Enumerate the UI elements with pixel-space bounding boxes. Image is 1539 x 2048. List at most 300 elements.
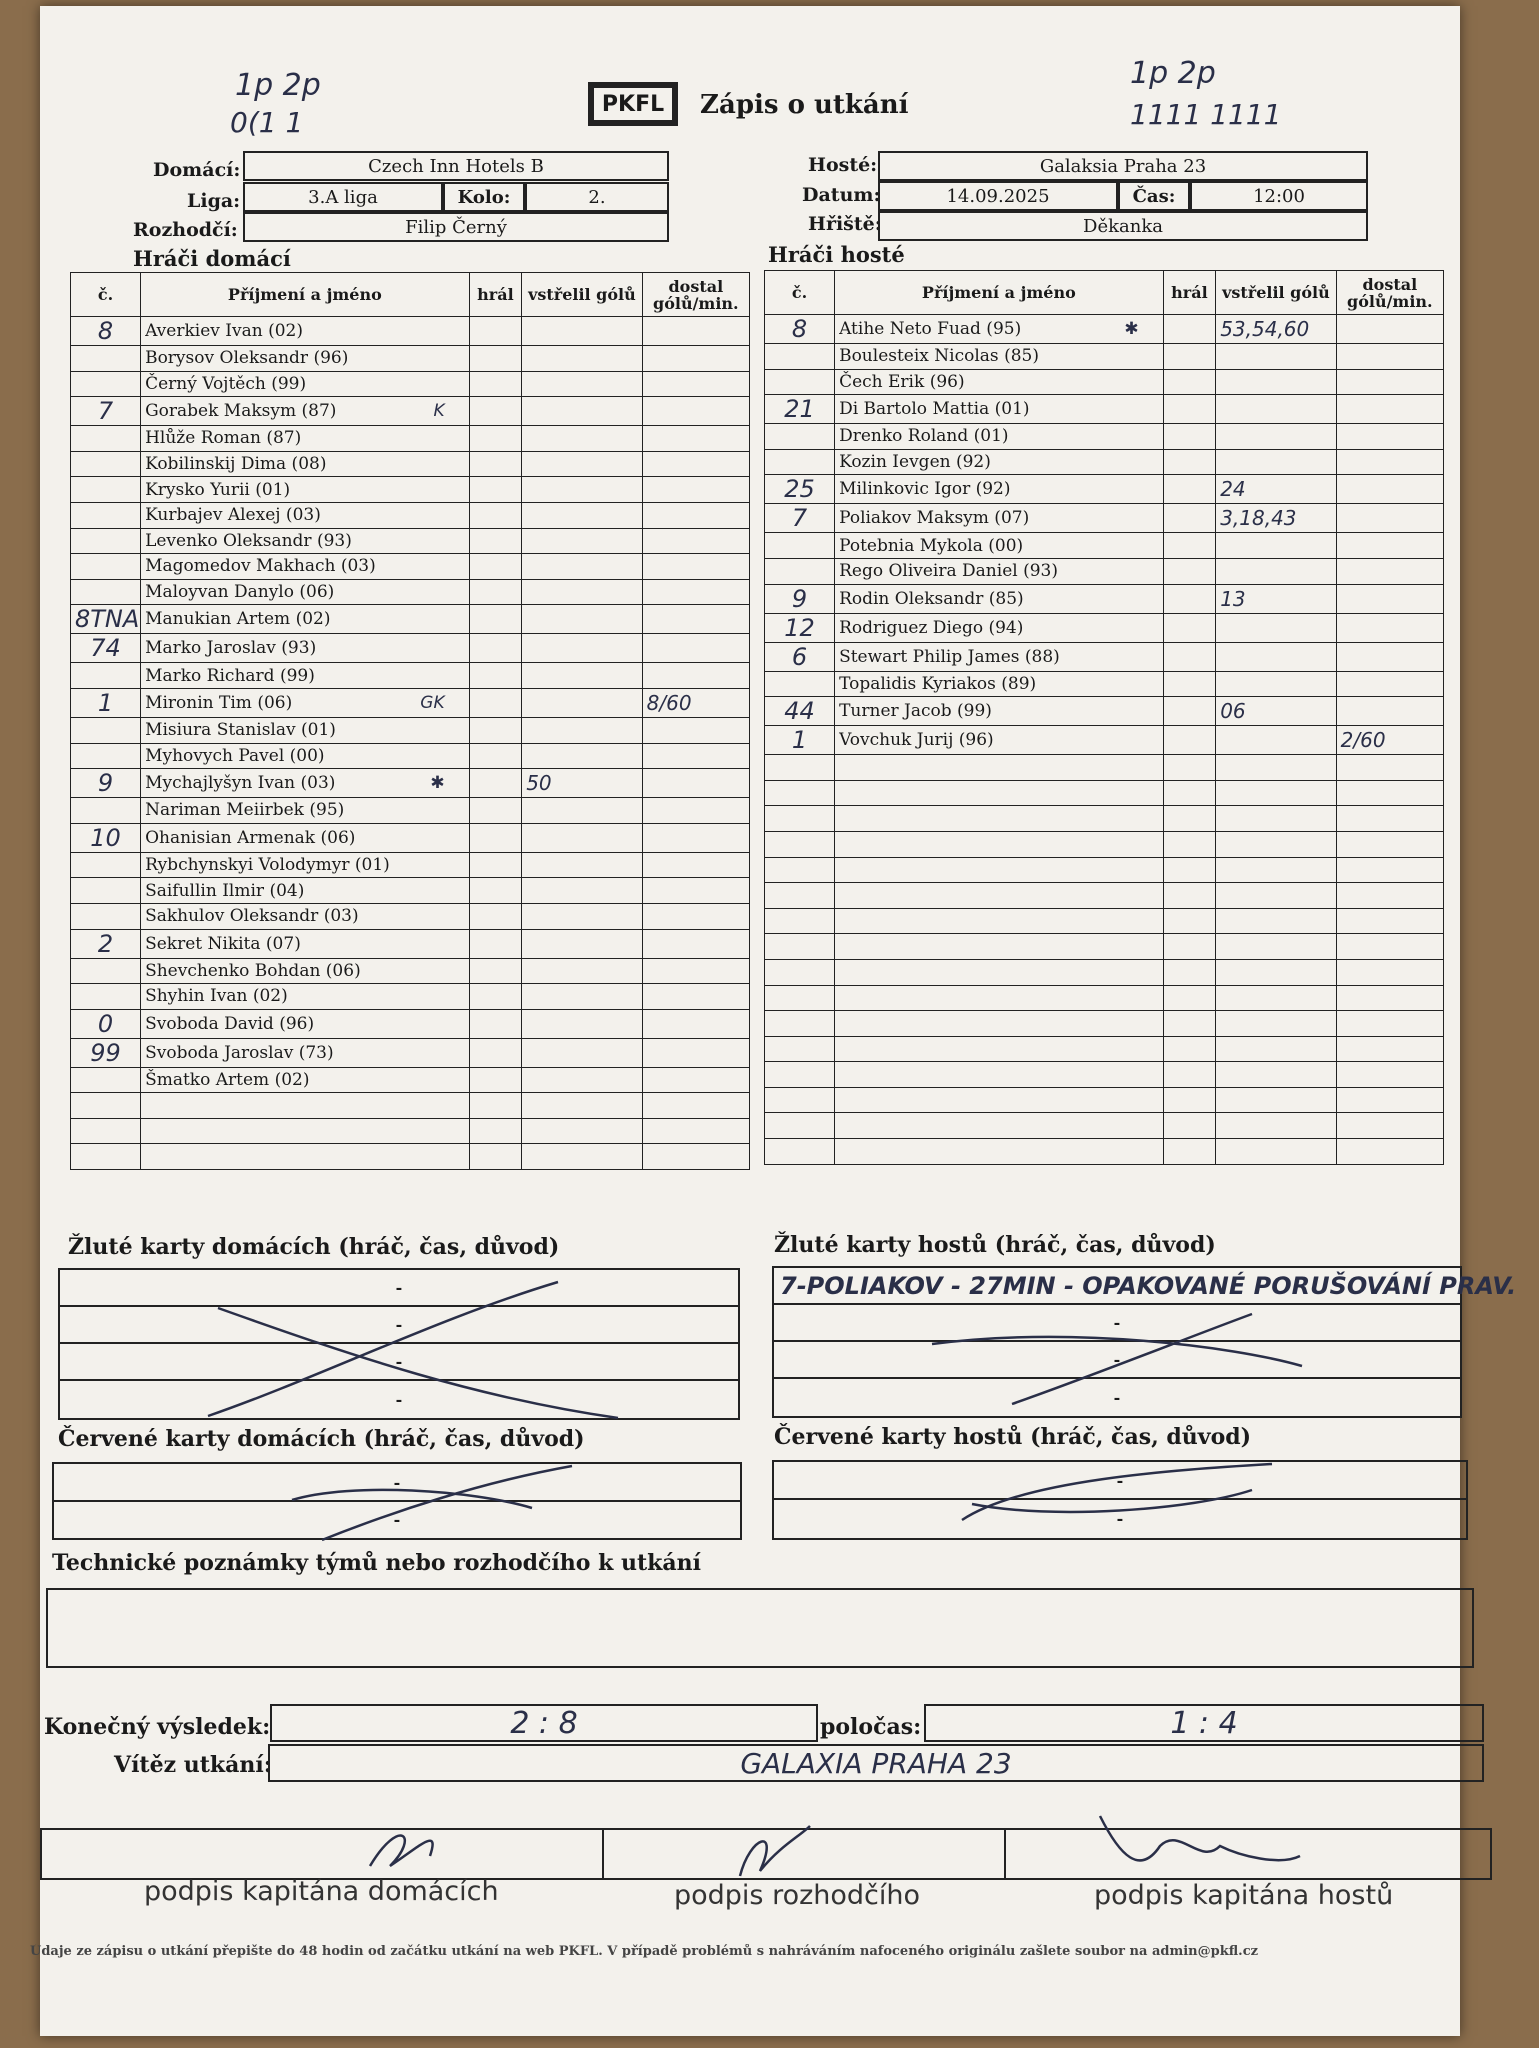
player-row — [71, 984, 750, 1010]
player-name — [141, 1038, 470, 1067]
num-col-header: č. — [71, 273, 141, 317]
player-name-text: Sekret Nikita (07) — [145, 933, 301, 954]
player-mark — [445, 556, 465, 576]
played-cell — [1163, 449, 1216, 475]
half-time-field: 1 : 4 — [924, 1704, 1484, 1742]
played-cell — [1163, 883, 1216, 909]
conceded-col-header: dostal gólů/min. — [642, 273, 749, 317]
conceded-cell: 8/60 — [642, 688, 749, 717]
player-name — [835, 831, 1164, 857]
player-mark — [445, 638, 465, 658]
card-row: - — [1113, 1387, 1121, 1407]
player-number — [765, 1113, 835, 1139]
player-mark — [445, 582, 465, 602]
pkfl-logo — [588, 82, 678, 126]
conceded-cell — [642, 1009, 749, 1038]
played-cell — [1163, 1062, 1216, 1088]
player-name — [141, 1067, 470, 1093]
scored-cell — [1216, 533, 1336, 559]
player-mark — [1139, 701, 1159, 721]
conceded-cell — [642, 878, 749, 904]
player-name-text: Rybchynskyi Volodymyr (01) — [145, 855, 390, 876]
scored-cell: 3,18,43 — [1216, 504, 1336, 533]
player-name-text: Kobilinskij Dima (08) — [145, 454, 327, 475]
player-number: 12 — [765, 613, 835, 642]
player-row — [765, 475, 1444, 504]
player-name-text: Maloyvan Danylo (06) — [145, 582, 335, 603]
footer-note: Údaje ze zápisu o utkání přepište do 48 hodin od začátku utkání na web PKFL. V případě problémů s nahráváním nafoceného originálu zašlete soubor na admin@pkfl.cz — [30, 1944, 1258, 1959]
player-name — [141, 317, 470, 346]
player-number — [765, 1139, 835, 1165]
conceded-cell — [1336, 533, 1443, 559]
played-cell — [1163, 671, 1216, 697]
played-cell — [1163, 1011, 1216, 1037]
player-row — [765, 780, 1444, 806]
player-name-text: Poliakov Maksym (07) — [839, 508, 1030, 529]
player-number: 0 — [71, 1009, 141, 1038]
scored-cell — [522, 579, 642, 605]
conceded-cell — [642, 1038, 749, 1067]
player-name — [141, 663, 470, 689]
player-mark — [445, 321, 465, 341]
played-cell — [469, 634, 522, 663]
player-name-text: Di Bartolo Mattia (01) — [839, 399, 1030, 420]
player-number — [71, 717, 141, 743]
player-mark — [445, 934, 465, 954]
guest-label: Hosté: — [808, 154, 878, 176]
conceded-cell — [642, 451, 749, 477]
player-number: 99 — [71, 1038, 141, 1067]
conceded-cell — [642, 929, 749, 958]
scored-cell — [1216, 642, 1336, 671]
player-name — [835, 959, 1164, 985]
player-mark — [1139, 674, 1159, 694]
league-label: Liga: — [187, 190, 241, 212]
conceded-cell — [642, 903, 749, 929]
guest-players-table — [764, 270, 1444, 1165]
scored-cell — [1216, 908, 1336, 934]
player-mark — [445, 374, 465, 394]
played-cell — [469, 743, 522, 769]
home-half-tally-notes: 0(1 1 — [230, 106, 304, 139]
played-cell — [469, 958, 522, 984]
played-cell — [1163, 533, 1216, 559]
pitch-label: Hřiště: — [808, 213, 882, 235]
conceded-cell — [642, 1118, 749, 1144]
name-col-header: Příjmení a jméno — [141, 273, 470, 317]
player-mark — [445, 505, 465, 525]
player-number — [765, 369, 835, 395]
conceded-cell — [642, 634, 749, 663]
home-players-heading: Hráči domácí — [133, 246, 291, 271]
player-row — [765, 1113, 1444, 1139]
conceded-cell — [642, 823, 749, 852]
conceded-cell — [1336, 315, 1443, 344]
player-name-text: Mironin Tim (06) — [145, 692, 293, 713]
conceded-cell — [1336, 1062, 1443, 1088]
scored-cell — [1216, 1062, 1336, 1088]
scored-cell — [1216, 831, 1336, 857]
player-mark — [1139, 346, 1159, 366]
player-name — [141, 426, 470, 452]
player-mark — [445, 800, 465, 820]
player-row — [71, 317, 750, 346]
scored-cell — [522, 743, 642, 769]
player-name — [835, 1139, 1164, 1165]
conceded-cell — [1336, 857, 1443, 883]
player-number — [71, 502, 141, 528]
player-name-text: Potebnia Mykola (00) — [839, 535, 1024, 556]
player-number: 8 — [71, 317, 141, 346]
scored-cell: 24 — [1216, 475, 1336, 504]
played-cell — [1163, 908, 1216, 934]
player-row — [71, 477, 750, 503]
player-number — [765, 883, 835, 909]
player-mark — [1139, 647, 1159, 667]
played-cell — [469, 688, 522, 717]
player-name — [141, 743, 470, 769]
player-mark — [1139, 479, 1159, 499]
conceded-cell — [1336, 449, 1443, 475]
played-cell — [469, 477, 522, 503]
player-number: 2 — [71, 929, 141, 958]
player-name — [141, 451, 470, 477]
player-number — [765, 1087, 835, 1113]
player-row — [765, 806, 1444, 832]
winner-field: GALAXIA PRAHA 23 — [268, 1744, 1484, 1782]
played-cell — [469, 929, 522, 958]
player-number: 9 — [765, 584, 835, 613]
player-name-text: Rego Oliveira Daniel (93) — [839, 561, 1058, 582]
player-name-text: Turner Jacob (99) — [839, 701, 992, 722]
scored-cell — [522, 346, 642, 372]
scored-cell — [522, 605, 642, 634]
conceded-cell — [1336, 908, 1443, 934]
logo-text: PKFL — [601, 91, 665, 117]
conceded-cell — [642, 852, 749, 878]
player-name — [835, 985, 1164, 1011]
guest-yellow-crossout — [772, 1266, 1462, 1418]
scored-col-header: vstřelil gólů — [522, 273, 642, 317]
player-mark — [445, 828, 465, 848]
player-name — [141, 1009, 470, 1038]
card-row: - — [60, 1307, 738, 1344]
player-number — [71, 1067, 141, 1093]
player-number: 1 — [765, 726, 835, 755]
player-name — [835, 697, 1164, 726]
played-cell — [1163, 857, 1216, 883]
conceded-cell — [1336, 755, 1443, 781]
player-name — [141, 717, 470, 743]
played-cell — [1163, 755, 1216, 781]
player-row — [71, 1009, 750, 1038]
player-mark: K — [433, 401, 445, 422]
player-name — [141, 528, 470, 554]
player-name-text: Saifullin Ilmir (04) — [145, 880, 305, 901]
played-cell — [1163, 395, 1216, 424]
card-row: - — [60, 1270, 738, 1307]
player-name — [141, 929, 470, 958]
player-row — [765, 558, 1444, 584]
card-row: - — [774, 1305, 1460, 1342]
scored-cell — [522, 663, 642, 689]
player-row — [71, 528, 750, 554]
player-mark — [1139, 452, 1159, 472]
player-number — [765, 1036, 835, 1062]
player-number — [71, 798, 141, 824]
player-name — [835, 558, 1164, 584]
scored-cell: 13 — [1216, 584, 1336, 613]
player-number: 21 — [765, 395, 835, 424]
guest-half-tally-notes: 1111 1111 — [1130, 98, 1282, 131]
home-table-header — [71, 273, 750, 317]
conceded-cell — [1336, 697, 1443, 726]
conceded-cell — [642, 346, 749, 372]
played-cell — [1163, 613, 1216, 642]
player-name — [141, 397, 470, 426]
conceded-cell — [1336, 1113, 1443, 1139]
played-cell — [469, 984, 522, 1010]
scored-cell — [522, 477, 642, 503]
player-row — [71, 579, 750, 605]
player-name — [835, 671, 1164, 697]
player-name — [835, 1087, 1164, 1113]
player-mark — [445, 746, 465, 766]
played-cell — [1163, 369, 1216, 395]
conceded-cell — [1336, 831, 1443, 857]
conceded-cell — [642, 1067, 749, 1093]
scored-cell — [522, 554, 642, 580]
player-mark — [445, 480, 465, 500]
scored-cell — [1216, 959, 1336, 985]
player-name — [141, 1118, 470, 1144]
player-row — [71, 798, 750, 824]
player-name — [141, 502, 470, 528]
played-cell — [1163, 806, 1216, 832]
player-mark — [1139, 399, 1159, 419]
conceded-cell — [1336, 395, 1443, 424]
technical-notes-box — [46, 1588, 1474, 1668]
player-row — [765, 934, 1444, 960]
conceded-cell — [642, 1144, 749, 1170]
player-row — [765, 424, 1444, 450]
player-name-text: Levenko Oleksandr (93) — [145, 530, 352, 551]
player-number — [71, 663, 141, 689]
player-row — [765, 449, 1444, 475]
player-mark — [1139, 536, 1159, 556]
player-number — [765, 533, 835, 559]
player-name-text: Shyhin Ivan (02) — [145, 986, 288, 1007]
player-number — [765, 780, 835, 806]
player-name — [141, 634, 470, 663]
player-row — [765, 697, 1444, 726]
player-name-text: Borysov Oleksandr (96) — [145, 348, 349, 369]
conceded-cell — [1336, 1139, 1443, 1165]
home-yellow-crossout — [58, 1268, 740, 1420]
conceded-cell — [1336, 344, 1443, 370]
player-row — [765, 642, 1444, 671]
played-cell — [469, 502, 522, 528]
round-field: 2. — [525, 182, 669, 212]
scored-cell — [1216, 671, 1336, 697]
player-number: 74 — [71, 634, 141, 663]
player-number — [765, 959, 835, 985]
home-red-heading: Červené karty domácích (hráč, čas, důvod) — [58, 1426, 585, 1452]
played-cell — [469, 852, 522, 878]
player-row — [765, 1139, 1444, 1165]
conceded-cell — [1336, 475, 1443, 504]
player-number — [765, 985, 835, 1011]
conceded-cell — [642, 554, 749, 580]
conceded-cell — [1336, 1011, 1443, 1037]
player-name — [835, 1036, 1164, 1062]
conceded-cell — [1336, 985, 1443, 1011]
conceded-cell — [642, 984, 749, 1010]
conceded-cell — [642, 743, 749, 769]
conceded-cell — [1336, 883, 1443, 909]
played-cell — [1163, 985, 1216, 1011]
player-name — [141, 769, 470, 798]
played-cell — [1163, 642, 1216, 671]
pitch-field: Děkanka — [878, 211, 1368, 241]
played-cell — [469, 798, 522, 824]
player-number: 7 — [765, 504, 835, 533]
player-number: 44 — [765, 697, 835, 726]
player-name — [835, 584, 1164, 613]
player-name — [835, 315, 1164, 344]
scored-cell — [522, 317, 642, 346]
time-field: 12:00 — [1190, 181, 1368, 211]
player-name — [835, 395, 1164, 424]
scored-cell — [1216, 726, 1336, 755]
player-name-text: Marko Jaroslav (93) — [145, 638, 317, 659]
conceded-cell — [1336, 504, 1443, 533]
name-col-header: Příjmení a jméno — [835, 271, 1164, 315]
player-row — [71, 688, 750, 717]
final-result-field: 2 : 8 — [270, 1704, 818, 1742]
played-cell — [469, 823, 522, 852]
player-name — [835, 755, 1164, 781]
referee-label: Rozhodčí: — [133, 219, 238, 241]
player-name — [835, 857, 1164, 883]
player-mark — [1139, 561, 1159, 581]
referee-field: Filip Černý — [243, 212, 669, 242]
player-name — [141, 852, 470, 878]
player-row — [71, 717, 750, 743]
player-name — [141, 823, 470, 852]
date-label: Datum: — [802, 184, 881, 206]
scored-cell — [522, 371, 642, 397]
player-number: 8TNA — [71, 605, 141, 634]
player-row — [765, 504, 1444, 533]
conceded-cell — [1336, 934, 1443, 960]
home-yellow-heading: Žluté karty domácích (hráč, čas, důvod) — [68, 1234, 560, 1260]
player-name-text: Sakhulov Oleksandr (03) — [145, 906, 359, 927]
played-cell — [1163, 831, 1216, 857]
player-name — [141, 371, 470, 397]
player-row — [765, 1087, 1444, 1113]
conceded-cell — [642, 397, 749, 426]
player-row — [71, 1067, 750, 1093]
player-name — [835, 344, 1164, 370]
scored-cell — [522, 528, 642, 554]
played-cell — [1163, 558, 1216, 584]
player-number: 8 — [765, 315, 835, 344]
scored-cell — [1216, 395, 1336, 424]
played-cell — [469, 1038, 522, 1067]
player-row — [765, 831, 1444, 857]
match-report-sheet — [30, 6, 1517, 2036]
guest-team-field: Galaksia Praha 23 — [878, 151, 1368, 181]
player-number — [71, 743, 141, 769]
played-cell — [469, 717, 522, 743]
player-row — [765, 533, 1444, 559]
player-row — [765, 584, 1444, 613]
player-row — [71, 903, 750, 929]
played-cell — [469, 397, 522, 426]
player-number — [765, 831, 835, 857]
played-cell — [469, 346, 522, 372]
player-name — [141, 1144, 470, 1170]
player-name-text: Černý Vojtěch (99) — [145, 373, 307, 394]
scored-cell — [522, 1009, 642, 1038]
player-mark — [445, 609, 465, 629]
player-number — [71, 346, 141, 372]
played-cell — [469, 1144, 522, 1170]
scored-cell: 53,54,60 — [1216, 315, 1336, 344]
conceded-cell — [642, 371, 749, 397]
player-number — [71, 426, 141, 452]
played-cell — [469, 528, 522, 554]
player-number — [765, 449, 835, 475]
conceded-cell — [1336, 806, 1443, 832]
played-cell — [469, 769, 522, 798]
player-name-text: Rodriguez Diego (94) — [839, 617, 1024, 638]
player-mark — [445, 1070, 465, 1090]
conceded-cell — [1336, 558, 1443, 584]
player-number — [71, 451, 141, 477]
technical-notes-heading: Technické poznámky týmů nebo rozhodčího k utkání — [52, 1550, 702, 1576]
player-mark: ✱ — [430, 773, 445, 794]
conceded-cell — [642, 477, 749, 503]
player-number — [71, 958, 141, 984]
played-cell — [1163, 959, 1216, 985]
played-cell — [1163, 504, 1216, 533]
scored-cell — [1216, 806, 1336, 832]
player-name-text: Gorabek Maksym (87) — [145, 401, 337, 422]
player-row — [71, 605, 750, 634]
player-row — [765, 315, 1444, 344]
player-name-text: Svoboda Jaroslav (73) — [145, 1042, 334, 1063]
player-name-text: Mychajlyšyn Ivan (03) — [145, 773, 336, 794]
played-cell — [1163, 934, 1216, 960]
player-row — [71, 878, 750, 904]
conceded-cell — [1336, 1087, 1443, 1113]
player-row — [765, 985, 1444, 1011]
player-number — [71, 579, 141, 605]
player-name-text: Magomedov Makhach (03) — [145, 556, 376, 577]
player-name — [835, 908, 1164, 934]
player-number — [765, 806, 835, 832]
played-cell — [469, 1118, 522, 1144]
player-row — [765, 883, 1444, 909]
player-name — [141, 605, 470, 634]
player-number: 7 — [71, 397, 141, 426]
home-label: Domácí: — [153, 159, 241, 181]
player-name-text: Nariman Meiirbek (95) — [145, 800, 345, 821]
played-cell — [469, 605, 522, 634]
player-mark — [445, 855, 465, 875]
